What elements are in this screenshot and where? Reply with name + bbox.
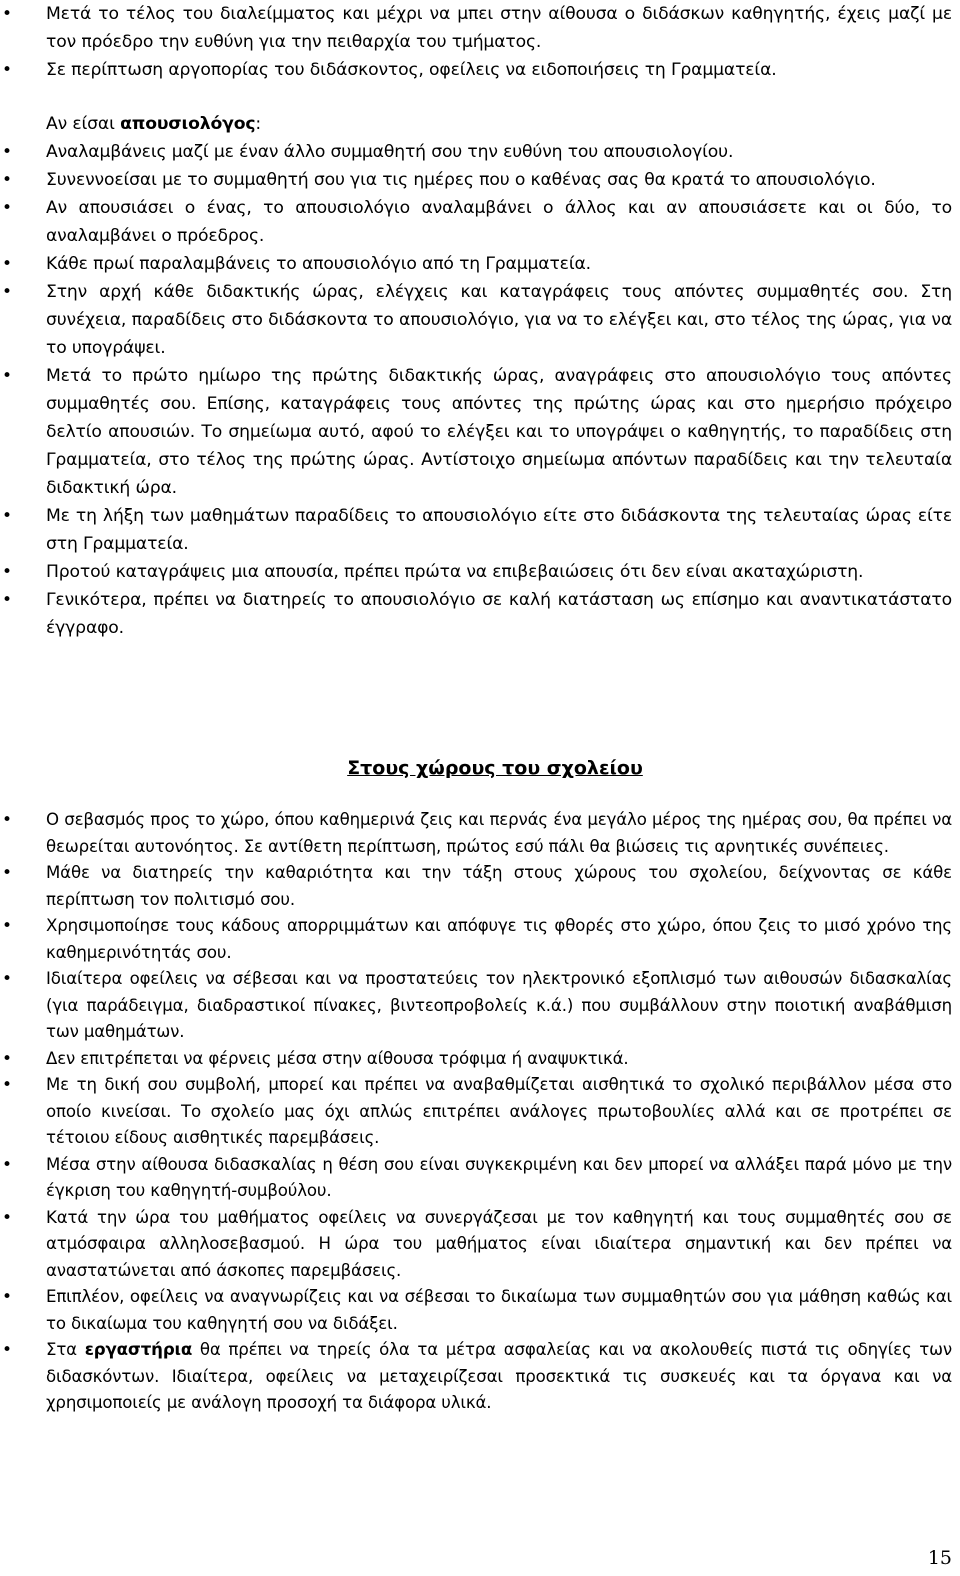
lab-bold-term: εργαστήρια (84, 1340, 193, 1359)
list-item: • Δεν επιτρέπεται να φέρνεις μέσα στην αίθουσα τρόφιμα ή αναψυκτικά. (0, 1046, 952, 1073)
intro-prefix: Αν είσαι (46, 114, 121, 134)
list-item: • Επιπλέον, οφείλεις να αναγνωρίζεις και να σέβεσαι το δικαίωμα των συμμαθητών σου για μάθηση καθώς και το δικαίωμα του καθηγητή σου να διδάξει. (0, 1284, 952, 1337)
absence-keeper-intro (46, 110, 261, 138)
list-item: • Αν απουσιάσει ο ένας, το απουσιολόγιο αναλαμβάνει ο άλλος και αν απουσιάσετε και οι δύο, το αναλαμβάνει ο πρόεδρος. (0, 194, 952, 250)
list-item-labs (0, 1337, 952, 1417)
list-item: • Μετά το πρώτο ημίωρο της πρώτης διδακτικής ώρας, αναγράφεις στο απουσιολόγιο τους απόντες συμμαθητές σου. Επίσης, καταγράφεις τους απόντες της πρώτης ώρας και στο ημερήσιο πρόχειρο δελτίο απουσιών. Το σημείωμα αυτό, αφού το ελέγξει και το υπογράψει ο καθηγητής, το παραδίδεις στη Γραμματεία, στο τέλος της πρώτης ώρας. Αντίστοιχο σημείωμα απόντων παραδίδεις και την τελευταία διδακτική ώρα. (0, 362, 952, 502)
school-spaces-list (0, 807, 960, 1417)
list-item: • Γενικότερα, πρέπει να διατηρείς το απουσιολόγιο σε καλή κατάσταση ως επίσημο και αναντικατάστατο έγγραφο. (0, 586, 952, 642)
absence-keeper-list (0, 138, 960, 642)
list-item: • Μάθε να διατηρείς την καθαριότητα και την τάξη στους χώρους του σχολείου, δείχνοντας σε κάθε περίπτωση τον πολιτισμό σου. (0, 860, 952, 913)
list-item: • Με τη λήξη των μαθημάτων παραδίδεις το απουσιολόγιο είτε στο διδάσκοντα της τελευταίας ώρας είτε στη Γραμματεία. (0, 502, 952, 558)
section-heading: Στους χώρους του σχολείου (347, 757, 643, 779)
lab-prefix: Στα (46, 1340, 85, 1359)
list-item: • Ιδιαίτερα οφείλεις να σέβεσαι και να προστατεύεις τον ηλεκτρονικό εξοπλισμό των αιθουσών διδασκαλίας (για παράδειγμα, διαδραστικοί πίνακες, βιντεοπροβολείς κ.ά.) που συμβάλλουν στην ποιοτική αναβάθμιση των μαθημάτων. (0, 966, 952, 1046)
intro-bold-term: απουσιολόγος (120, 114, 256, 134)
list-item: • Σε περίπτωση αργοπορίας του διδάσκοντος, οφείλεις να ειδοποιήσεις τη Γραμματεία. (0, 56, 952, 84)
list-item: • Κατά την ώρα του μαθήματος οφείλεις να συνεργάζεσαι με τον καθηγητή και τους συμμαθητές σου σε ατμόσφαιρα αλληλοσεβασμού. Η ώρα του μαθήματος είναι ιδιαίτερα σημαντική και δεν πρέπει να αναστατώνεται από άσκοπες παρεμβάσεις. (0, 1205, 952, 1285)
list-item: • Με τη δική σου συμβολή, μπορεί και πρέπει να αναβαθμίζεται αισθητικά το σχολικό περιβάλλον μέσα στο οποίο κινείσαι. Το σχολείο μας όχι απλώς επιτρέπει ανάλογες πρωτοβουλίες αλλά και σε προτρέπει σε τέτοιου είδους αισθητικές παρεμβάσεις. (0, 1072, 952, 1152)
list-item: • Προτού καταγράψεις μια απουσία, πρέπει πρώτα να επιβεβαιώσεις ότι δεν είναι ακαταχώριστη. (0, 558, 952, 586)
list-item: • Μετά το τέλος του διαλείμματος και μέχρι να μπει στην αίθουσα ο διδάσκων καθηγητής, έχεις μαζί με τον πρόεδρο την ευθύνη για την πειθαρχία του τμήματος. (0, 0, 952, 56)
page-number: 15 (927, 1547, 952, 1569)
list-item: • Στην αρχή κάθε διδακτικής ώρας, ελέγχεις και καταγράφεις τους απόντες συμμαθητές σου. Στη συνέχεια, παραδίδεις στο διδάσκοντα το απουσιολόγιο, για να το ελέγξει και, στο τέλος της ώρας, για να το υπογράψει. (0, 278, 952, 362)
lab-suffix: θα πρέπει να τηρείς όλα τα μέτρα ασφαλείας και να ακολουθείς πιστά τις οδηγίες των διδασκόντων. Ιδιαίτερα, οφείλεις να μεταχειρίζεσαι προσεκτικά τις συσκευές και τα όργανα και να χρησιμοποιείς με ανάλογη προσοχή τα διάφορα υλικά. (46, 1340, 953, 1412)
list-item: • Συνεννοείσαι με το συμμαθητή σου για τις ημέρες που ο καθένας σας θα κρατά το απουσιολόγιο. (0, 166, 952, 194)
list-item: • Μέσα στην αίθουσα διδασκαλίας η θέση σου είναι συγκεκριμένη και δεν μπορεί να αλλάξει παρά μόνο με την έγκριση του καθηγητή-συμβούλου. (0, 1152, 952, 1205)
list-item: • Ο σεβασμός προς το χώρο, όπου καθημερινά ζεις και περνάς ένα μεγάλο μέρος της ημέρας σου, θα πρέπει να θεωρείται αυτονόητος. Σε αντίθετη περίπτωση, πρώτος εσύ πάλι θα βιώσεις τις αρνητικές συνέπειες. (0, 807, 952, 860)
list-item: • Κάθε πρωί παραλαμβάνεις το απουσιολόγιο από τη Γραμματεία. (0, 250, 952, 278)
list-item: • Αναλαμβάνεις μαζί με έναν άλλο συμμαθητή σου την ευθύνη του απουσιολογίου. (0, 138, 952, 166)
list-item: • Χρησιμοποίησε τους κάδους απορριμμάτων και απόφυγε τις φθορές στο χώρο, όπου ζεις το μισό χρόνο της καθημερινότητάς σου. (0, 913, 952, 966)
top-bullet-list (0, 0, 960, 84)
intro-suffix: : (255, 114, 262, 134)
